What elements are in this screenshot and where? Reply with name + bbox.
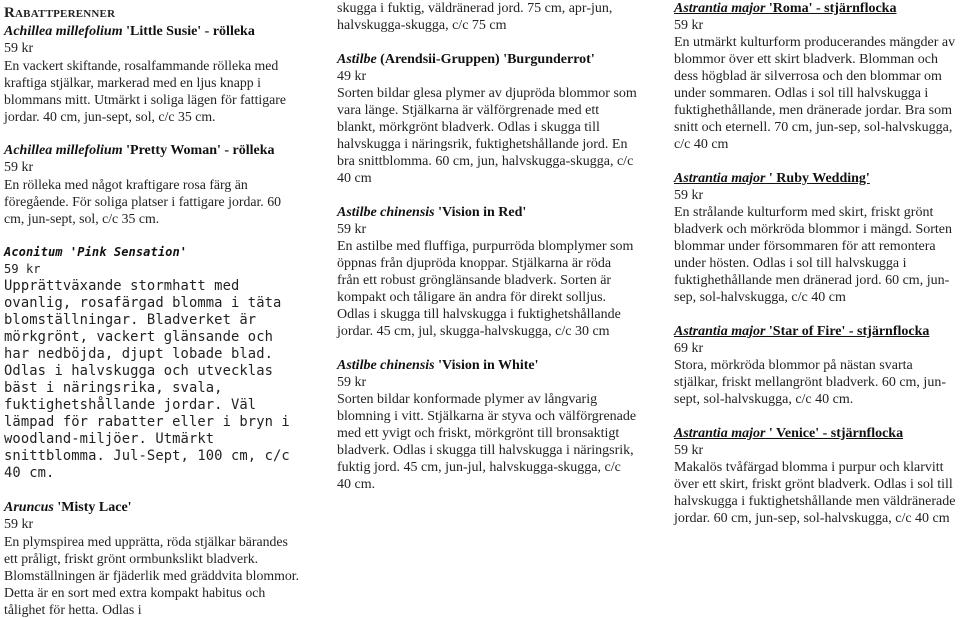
entry-genus: Astilbe chinensis bbox=[337, 358, 435, 373]
entry-description: Stora, mörkröda blommor på nästan svarta stjälkar, friskt mellangrönt bladverk. 60 cm, jun-sept, sol-halvskugga, c/c 40 cm. bbox=[674, 358, 946, 407]
entry-cultivar: (Arendsii-Gruppen) 'Burgunderrot' bbox=[376, 52, 595, 67]
entry-title bbox=[674, 323, 958, 340]
entry-cultivar: 'Little Susie' - rölleka bbox=[122, 24, 255, 39]
entry-description: En vackert skiftande, rosalfammande rölleka med kraftiga stjälkar, markerad med en ljus knapp i blommans mitt. Utmärkt i soliga lägen för fattigare jordar. 40 cm, jun-sept, sol, c/c 35 cm. bbox=[4, 58, 287, 124]
catalog-entry bbox=[674, 425, 958, 527]
entry-description: Makalös tvåfärgad blomma i purpur och klarvitt över ett skirt, friskt grönt bladverk. Odlas i sol till halvskugga i fuktighetshållande men väldränerade jordar. 60 cm, jun-sep, sol-halvskugga, c/c 40 cm bbox=[674, 460, 956, 526]
catalog-entry bbox=[674, 323, 958, 408]
entry-cultivar: 'Star of Fire' - stjärnflocka bbox=[765, 324, 930, 339]
entry-title bbox=[674, 170, 958, 187]
entry-title bbox=[337, 204, 637, 221]
entry-genus: Astrantia major bbox=[674, 426, 766, 441]
entry-title bbox=[4, 244, 304, 261]
catalog-entry bbox=[4, 142, 304, 227]
entry-genus: Astilbe bbox=[337, 52, 377, 67]
catalog-entry bbox=[4, 499, 304, 618]
entry-genus: Astrantia major bbox=[674, 324, 766, 339]
entry-description: En utmärkt kulturform producerandes mängder av blommor över ett skirt bladverk. Blomman och dess högblad är silverrosa och den blommar om under sommaren. Odlas i sol till halvskugga i fuktighethållande, men dränerade jordar. Bra som snitt och eternell. 70 cm, jun-sep, sol-halvskugga, c/c 40 cm bbox=[674, 35, 956, 152]
entry-description: Sorten bildar glesa plymer av djupröda blommor som vara länge. Stjälkarna är välförgrenade med ett blankt, mörkgrönt bladverk. Odlas i skugga till halvskugga i näringsrik, fuktighetshållande jord. En bra snittblomma. 60 cm, jun, halvskugga-skugga, c/c 40 cm bbox=[337, 86, 637, 186]
catalog-entry bbox=[337, 357, 637, 493]
catalog-entry bbox=[674, 170, 958, 306]
catalog-column-1 bbox=[4, 0, 304, 618]
entry-continuation: skugga i fuktig, väldränerad jord. 75 cm, apr-jun, halvskugga-skugga, c/c 75 cm bbox=[337, 1, 613, 33]
entry-title bbox=[674, 0, 958, 17]
entry-genus: Achillea millefolium bbox=[4, 143, 123, 158]
entry-cultivar: 'Vision in White' bbox=[434, 358, 539, 373]
entry-description: En rölleka med något kraftigare rosa färg än föregående. För soliga platser i fattigare jordar. 60 cm, jun-sept, sol, c/c 35 cm. bbox=[4, 177, 281, 226]
entry-title bbox=[337, 357, 637, 374]
entry-genus: Astrantia major bbox=[674, 171, 766, 186]
entry-description: En strålande kulturform med skirt, friskt grönt bladverk och mörkröda blommor i mängd. Sorten blommar under försommaren för att remontera under hösten. Odlas i sol till halvskugga i fuktighethållande men dränerad jord. 60 cm, jun-sep, sol-halvskugga, c/c 40 cm bbox=[674, 205, 952, 305]
catalog-entry bbox=[337, 51, 637, 187]
entry-price: 59 kr bbox=[674, 443, 704, 458]
entry-title bbox=[337, 51, 637, 68]
entry-description: En plymspirea med upprätta, röda stjälkar bärandes ett pråligt, friskt grönt ormbunkslikt bladverk. Blomställningen är fjäderlik med gräddvita blommor. Detta är en sort med extra kompakt habitus och tålighet för hetta. Odlas i bbox=[4, 534, 300, 617]
catalog-entry bbox=[337, 204, 637, 340]
entry-cultivar: ' Venice' - stjärnflocka bbox=[765, 426, 904, 441]
entry-cultivar: 'Vision in Red' bbox=[434, 205, 527, 220]
entry-genus: Astrantia major bbox=[674, 1, 766, 16]
entry-genus: Achillea millefolium bbox=[4, 24, 123, 39]
entry-price: 59 kr bbox=[337, 222, 367, 237]
entry-cultivar: 'Roma' - stjärnflocka bbox=[765, 1, 897, 16]
entry-title bbox=[4, 499, 304, 516]
section-heading: Rabattperenner bbox=[4, 5, 116, 21]
entry-price: 59 kr bbox=[674, 18, 704, 33]
entry-price: 59 kr bbox=[4, 160, 34, 175]
entry-price: 59 kr bbox=[674, 188, 704, 203]
entry-description: Upprättväxande stormhatt med ovanlig, rosafärgad blomma i täta blomställningar. Bladverket är mörkgrönt, vackert glänsande och har nedböjda, djupt lobade blad. Odlas i halvskugga och utvecklas bäst i näringsrika, svala, fuktighetshållande jordar. Väl lämpad för rabatter eller i bryn i woodland-miljöer. Utmärkt snittblomma. Jul-Sept, 100 cm, c/c 40 cm. bbox=[4, 278, 290, 481]
entry-price: 59 kr bbox=[4, 41, 34, 56]
catalog-entry bbox=[674, 0, 958, 153]
entry-description: En astilbe med fluffiga, purpurröda blomplymer som öppnas från djupröda knoppar. Stjälkarna är röda från ett robust grönglänsande bladverk. Sorten är kompakt och tåligare än andra för direkt solljus. Odlas i skugga till halvskugga i fuktighetshållande jordar. 45 cm, jul, skugga-halvskugga, c/c 30 cm bbox=[337, 239, 634, 339]
entry-cultivar: 'Pretty Woman' - rölleka bbox=[122, 143, 275, 158]
entry-title bbox=[4, 142, 304, 159]
entry-genus: Aconitum 'Pink Sensation' bbox=[4, 245, 188, 259]
catalog-column-3 bbox=[674, 0, 958, 527]
entry-genus: Aruncus bbox=[4, 500, 54, 515]
catalog-entry bbox=[4, 23, 304, 125]
entry-cultivar: 'Misty Lace' bbox=[53, 500, 132, 515]
entry-price: 49 kr bbox=[337, 69, 367, 84]
entry-cultivar: ' Ruby Wedding' bbox=[765, 171, 870, 186]
entry-price: 59 kr bbox=[4, 262, 41, 276]
entry-description: Sorten bildar konformade plymer av långvarig blomning i vitt. Stjälkarna är styva och välförgrenade med ett yvigt och friskt, mörkgrönt till bronsaktigt bladverk. Odlas i skugga till halvskugga i näringsrik, fuktig jord. 45 cm, jun-jul, halvskugga-skugga, c/c 40 cm. bbox=[337, 392, 637, 492]
entry-price: 69 kr bbox=[674, 341, 704, 356]
entry-genus: Astilbe chinensis bbox=[337, 205, 435, 220]
entry-price: 59 kr bbox=[337, 375, 367, 390]
catalog-column-2 bbox=[337, 0, 637, 493]
entry-price: 59 kr bbox=[4, 517, 34, 532]
entry-title bbox=[4, 23, 304, 40]
catalog-entry bbox=[4, 244, 304, 482]
entry-title bbox=[674, 425, 958, 442]
